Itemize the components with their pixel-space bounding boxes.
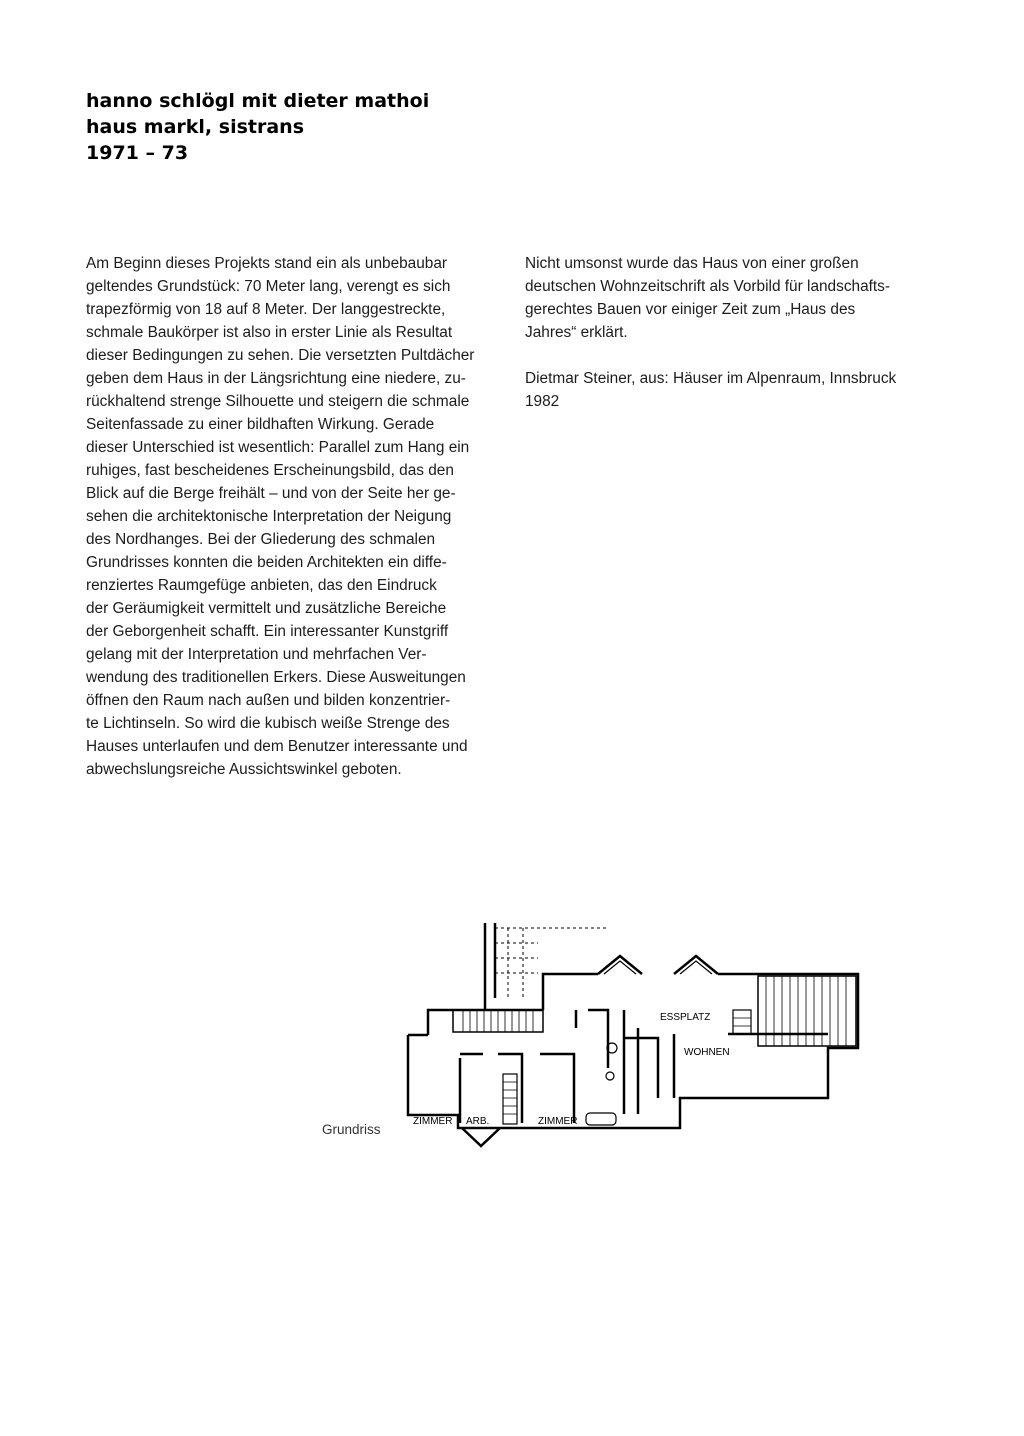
text-line: gerechtes Bauen vor einiger Zeit zum „Haus des — [525, 301, 856, 318]
outer-wall — [408, 974, 858, 1128]
terrace-edge — [495, 928, 538, 998]
text-line: te Lichtinseln. So wird die kubisch weiße Strenge des — [86, 715, 450, 732]
text-line: der Geborgenheit schafft. Ein interessanter Kunstgriff — [86, 623, 449, 640]
floor-plan — [398, 918, 864, 1160]
text-line: wendung des traditionellen Erkers. Diese Ausweitungen — [86, 669, 466, 686]
text-line: deutschen Wohnzeitschrift als Vorbild für landschafts- — [525, 278, 891, 295]
body-text-left — [86, 252, 506, 781]
interior-wall — [498, 1054, 522, 1123]
text-line: Blick auf die Berge freihält – und von der Seite her ge- — [86, 485, 456, 502]
text-line: dieser Unterschied ist wesentlich: Parallel zum Hang ein — [86, 439, 470, 456]
room-label-wohnen: WOHNEN — [684, 1047, 730, 1058]
paragraph-gap — [525, 344, 945, 367]
stair-right — [733, 1010, 751, 1034]
interior-wall — [624, 1038, 658, 1098]
balcony — [758, 976, 856, 1046]
outer-wall — [543, 974, 598, 1010]
text-line: Grundrisses konnten die beiden Architekten ein diffe- — [86, 554, 447, 571]
text-line: renziertes Raumgefüge anbieten, das den Eindruck — [86, 577, 437, 594]
source-line: 1982 — [525, 393, 560, 410]
text-line: trapezförmig von 18 auf 8 Meter. Der langgestreckte, — [86, 301, 446, 318]
text-line: geltendes Grundstück: 70 Meter lang, verengt es sich — [86, 278, 451, 295]
stair-treads — [503, 1082, 517, 1114]
balcony-hatch — [766, 976, 846, 1046]
room-label-zimmer: ZIMMER — [538, 1116, 578, 1127]
interior-wall — [588, 1010, 608, 1068]
text-line: Jahres“ erklärt. — [525, 324, 628, 341]
text-line: Am Beginn dieses Projekts stand ein als unbebaubar — [86, 255, 448, 272]
gable — [674, 956, 718, 974]
source-line: Dietmar Steiner, aus: Häuser im Alpenraum, Innsbruck — [525, 370, 897, 387]
gable-inner — [604, 961, 636, 974]
room-label-arb: ARB. — [466, 1116, 490, 1127]
interior-wall — [540, 1054, 574, 1123]
room-label-zimmer: ZIMMER — [413, 1116, 453, 1127]
text-line: öffnen den Raum nach außen und bilden konzentrier- — [86, 692, 451, 709]
text-line: Seitenfassade zu einer bildhaften Wirkung. Gerade — [86, 416, 435, 433]
gable-inner — [680, 961, 712, 974]
stair-corridor — [503, 1074, 517, 1124]
heading-years: 1971 – 73 — [86, 142, 189, 164]
stair-treads — [463, 1010, 533, 1032]
text-line: Hauses unterlaufen und dem Benutzer interessante und — [86, 738, 468, 755]
text-line: abwechslungsreiche Aussichtswinkel geboten. — [86, 761, 402, 778]
text-line: gelang mit der Interpretation und mehrfachen Ver- — [86, 646, 427, 663]
body-text-right — [525, 252, 945, 413]
gable — [598, 956, 642, 974]
heading-project: haus markl, sistrans — [86, 116, 305, 138]
text-line: der Geräumigkeit vermittelt und zusätzliche Bereiche — [86, 600, 447, 617]
text-line: des Nordhanges. Bei der Gliederung des schmalen — [86, 531, 436, 548]
heading-architects: hanno schlögl mit dieter mathoi — [86, 90, 430, 112]
bay-window — [462, 1128, 500, 1146]
text-line: geben dem Haus in der Längsrichtung eine niedere, zu- — [86, 370, 466, 387]
basin — [606, 1072, 614, 1080]
text-line: schmale Baukörper ist also in erster Linie als Resultat — [86, 324, 453, 341]
bathtub — [586, 1113, 616, 1125]
text-line: Nicht umsonst wurde das Haus von einer großen — [525, 255, 859, 272]
text-line: dieser Bedingungen zu sehen. Die versetzten Pultdächer — [86, 347, 475, 364]
page-heading — [86, 88, 686, 166]
text-line: rückhaltend strenge Silhouette und steigern die schmale — [86, 393, 470, 410]
figure-caption: Grundriss — [322, 1122, 381, 1137]
text-line: sehen die architektonische Interpretation der Neigung — [86, 508, 452, 525]
text-line: ruhiges, fast bescheidenes Erscheinungsbild, das den — [86, 462, 454, 479]
room-label-essplatz: ESSPLATZ — [660, 1012, 711, 1023]
stair-treads — [733, 1018, 751, 1026]
